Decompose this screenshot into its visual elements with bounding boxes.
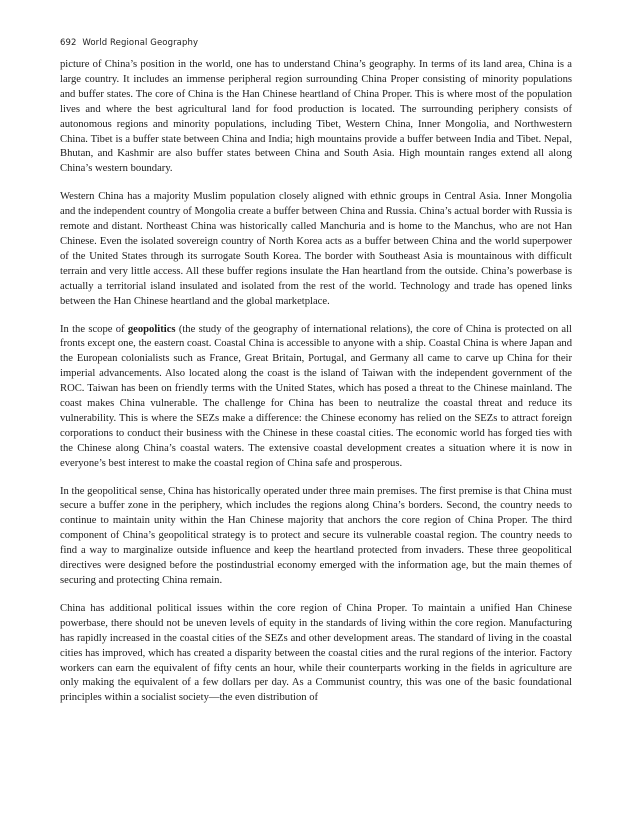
running-header xyxy=(60,38,572,48)
paragraph-2: Western China has a majority Muslim population closely aligned with ethnic groups in Central Asia. Inner Mongolia and the independent country of Mongolia create a buffer between China and Russia. China’s actual border with Russia is remote and distant. Northeast China was historically called Manchuria and is home to the Manchus, who are not Han Chinese. Even the isolated sovereign country of North Korea acts as a buffer between China and the world superpower of the United States through its surrogate South Korea. The border with Southeast Asia is mountainous with difficult terrain and very little access. All these buffer regions insulate the Han heartland from the outside. China’s powerbase is actually a territorial island insulated and isolated from the rest of the world. Technology and trade has opened links between the Han Chinese heartland and the global marketplace. xyxy=(60,191,572,307)
glossary-term-geopolitics: geopolitics xyxy=(127,323,176,335)
paragraph-3-lead: In the scope of xyxy=(60,323,128,335)
paragraph-3 xyxy=(60,323,572,472)
paragraph-5: China has additional political issues within the core region of China Proper. To maintain a unified Han Chinese powerbase, there should not be uneven levels of equity in the standards of living within the core region. Manufacturing has rapidly increased in the coastal cities of the SEZs and other development areas. The standard of living in the coastal cities has improved, which has created a disparity between the coastal cities and the rural regions of the interior. Factory workers can earn the equivalent of fifty cents an hour, while their counterparts working in the fields in agriculture are only making the equivalent of a few dollars per day. As a Communist country, this was one of the basic foundational principles within a socialist society—the even distribution of xyxy=(60,602,572,704)
paragraph-1: picture of China’s position in the world, one has to understand China’s geography. In terms of its land area, China is a large country. It includes an immense peripheral region surrounding China Proper consisting of minority populations and buffer states. The core of China is the Han Chinese heartland of China Proper. This is where most of the population lives and where the best agricultural land for food production is located. The surrounding periphery consists of autonomous regions and minority populations, including Tibet, Western China, Inner Mongolia, and Northwestern China. Tibet is a buffer state between China and India; high mountains provide a buffer between India and Tibet. Nepal, Bhutan, and Kashmir are also buffer states between China and South Asia. High mountain ranges extend all along China’s western boundary. xyxy=(60,59,572,175)
paragraph-3-body: (the study of the geography of international relations), the core of China is protected on all fronts except one, the eastern coast. Coastal China is accessible to anyone with a ship. Coastal China is where Japan and the European colonialists such as France, Great Britain, Portugal, and Germany all came to carve up China for their imperial advancements. Also located along the coast is the island of Taiwan with the independent government of the ROC. Taiwan has been on friendly terms with the United States, which has posed a threat to the Chinese mainland. The coast makes China vulnerable. The challenge for China has been to neutralize the coastal threat and reduce its vulnerability. This is where the SEZs make a difference: the Chinese economy has relied on the SEZs to attract foreign corporations to conduct their business with the Chinese in these coastal cities. The economic world has forged ties with the Chinese along China’s coastal waters. The extensive coastal development creates a situation where it is now in everyone’s best interest to make the coastal region of China safe and prosperous. xyxy=(60,323,572,469)
book-title: World Regional Geography xyxy=(82,38,199,48)
page-number: 692 xyxy=(60,38,77,48)
document-page xyxy=(60,38,572,719)
paragraph-4: In the geopolitical sense, China has historically operated under three main premises. The first premise is that China must secure a buffer zone in the periphery, which includes the regions along China’s borders. Second, the country needs to continue to maintain unity within the Han Chinese majority that anchors the core region of China Proper. The third component of China’s geopolitical strategy is to protect and secure its vulnerable coastal region. The country needs to find a way to marginalize outside influence and keep the heartland protected from invaders. These three geopolitical directives were designed before the postindustrial economy emerged with the information age, but the main themes of securing and protecting China remain. xyxy=(60,485,572,586)
